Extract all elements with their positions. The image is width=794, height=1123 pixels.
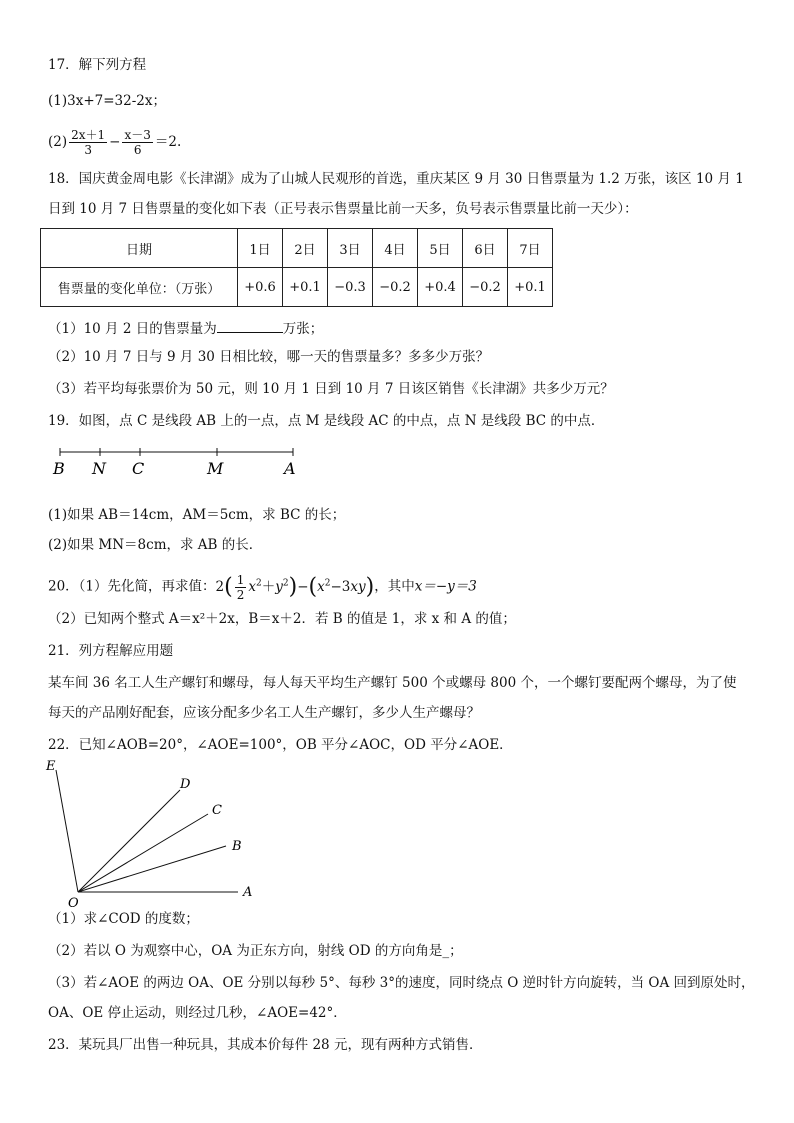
table-cell: 3日 — [328, 229, 373, 268]
label-c: C — [212, 803, 222, 818]
q19-sub1: (1)如果 AB＝14cm，AM＝5cm，求 BC 的长； — [48, 507, 346, 523]
ray-ob — [78, 846, 226, 892]
condition: x＝−y＝3 — [414, 578, 477, 595]
table-cell: 5日 — [418, 229, 463, 268]
table-cell: 7日 — [508, 229, 553, 268]
q18-sub1: （1）10 月 2 日的售票量为 万张； — [48, 318, 323, 338]
table-header-cell: 日期 — [41, 229, 238, 268]
table-cell: 2日 — [283, 229, 328, 268]
fraction-2: $\frac{x-3}{6}$ — [124, 128, 151, 157]
q22-sub2: （2）若以 O 为观察中心，OA 为正东方向，射线 OD 的方向角是_； — [48, 943, 463, 959]
table-row-label: 售票量的变化单位：（万张） — [41, 268, 238, 307]
table-cell: +0.1 — [283, 268, 328, 307]
q23-text: 23．某玩具厂出售一种玩具，其成本价每件 28 元，现有两种方式销售． — [48, 1037, 483, 1053]
table-cell: 4日 — [373, 229, 418, 268]
q22-sub3-line1: （3）若∠AOE 的两边 OA、OE 分别以每秒 5°、每秒 3°的速度，同时绕点 O 逆时针方向旋转，当 OA 回到原处时， — [48, 975, 755, 991]
table-row — [41, 268, 553, 307]
label-b: B — [53, 459, 65, 478]
label-m: M — [207, 459, 224, 478]
label-o: O — [68, 896, 79, 911]
angle-diagram — [40, 752, 270, 912]
label-d: D — [180, 777, 191, 792]
q22-text: 22．已知∠AOB=20°，∠AOE=100°，OB 平分∠AOC，OD 平分∠AOE． — [48, 737, 513, 753]
q21-line1: 某车间 36 名工人生产螺钉和螺母，每人每天平均生产螺钉 500 个或螺母 800 个，一个螺钉要配两个螺母，为了使 — [48, 675, 737, 691]
q17-part2: (2) $\frac{2x+1}{3}$ − $\frac{x-3}{6}$ ＝2. — [48, 128, 182, 157]
q18-sub3: （3）若平均每张票价为 50 元，则 10 月 1 日到 10 月 7 日该区销售《长津湖》共多少万元？ — [48, 381, 614, 397]
label-e: E — [46, 759, 56, 774]
label-a: A — [284, 459, 296, 478]
q19-text: 19．如图，点 C 是线段 AB 上的一点，点 M 是线段 AC 的中点，点 N 是线段 BC 的中点． — [48, 413, 605, 429]
q17-title: 17．解下列方程 — [48, 57, 147, 73]
table-cell: 1日 — [238, 229, 283, 268]
table-cell: −0.3 — [328, 268, 373, 307]
q18-sub2: （2）10 月 7 日与 9 月 30 日相比较，哪一天的售票量多？多多少万张？ — [48, 349, 490, 365]
answer-blank — [217, 318, 283, 333]
ray-oe — [56, 770, 78, 892]
table-cell: −0.2 — [373, 268, 418, 307]
ticket-change-table — [40, 228, 553, 307]
q19-sub2: (2)如果 MN＝8cm，求 AB 的长． — [48, 537, 263, 553]
q20-sub1: 20．（1）先化简，再求值：2( $\frac{1}{2}$ $x^2+y^2)-(x^2-3xy)$，其中x＝−y＝3 — [48, 572, 477, 602]
label-n: N — [92, 459, 106, 478]
q17-part1: (1)3x+7=32-2x； — [48, 93, 166, 109]
table-cell: +0.6 — [238, 268, 283, 307]
q22-sub3-line2: OA、OE 停止运动，则经过几秒，∠AOE=42°． — [48, 1005, 347, 1021]
q20-sub2: （2）已知两个整式 A＝x²＋2x，B＝x＋2．若 B 的值是 1，求 x 和 A 的值； — [48, 611, 516, 627]
table-row — [41, 229, 553, 268]
segment-diagram — [48, 444, 308, 484]
table-cell: −0.2 — [463, 268, 508, 307]
table-cell: +0.1 — [508, 268, 553, 307]
table-cell: 6日 — [463, 229, 508, 268]
ray-od — [78, 790, 180, 892]
label-b: B — [232, 839, 242, 854]
q22-sub1: （1）求∠COD 的度数； — [48, 911, 199, 927]
table-cell: +0.4 — [418, 268, 463, 307]
label-a: A — [243, 885, 253, 900]
q18-line2: 日到 10 月 7 日售票量的变化如下表（正号表示售票量比前一天多，负号表示售票量比前一天少）： — [48, 201, 638, 217]
label-c: C — [132, 459, 145, 478]
q21-title: 21．列方程解应用题 — [48, 643, 174, 659]
expression: 2( $\frac{1}{2}$ $x^2+y^2)-(x^2-3xy)$ — [215, 572, 375, 602]
q21-line2: 每天的产品刚好配套，应该分配多少名工人生产螺钉，多少人生产螺母？ — [48, 705, 480, 721]
ray-oc — [78, 814, 208, 892]
fraction-1: $\frac{2x+1}{3}$ — [71, 128, 106, 157]
q18-line1: 18．国庆黄金周电影《长津湖》成为了山城人民观形的首选，重庆某区 9 月 30 日售票量为 1.2 万张，该区 10 月 1 — [48, 171, 744, 187]
